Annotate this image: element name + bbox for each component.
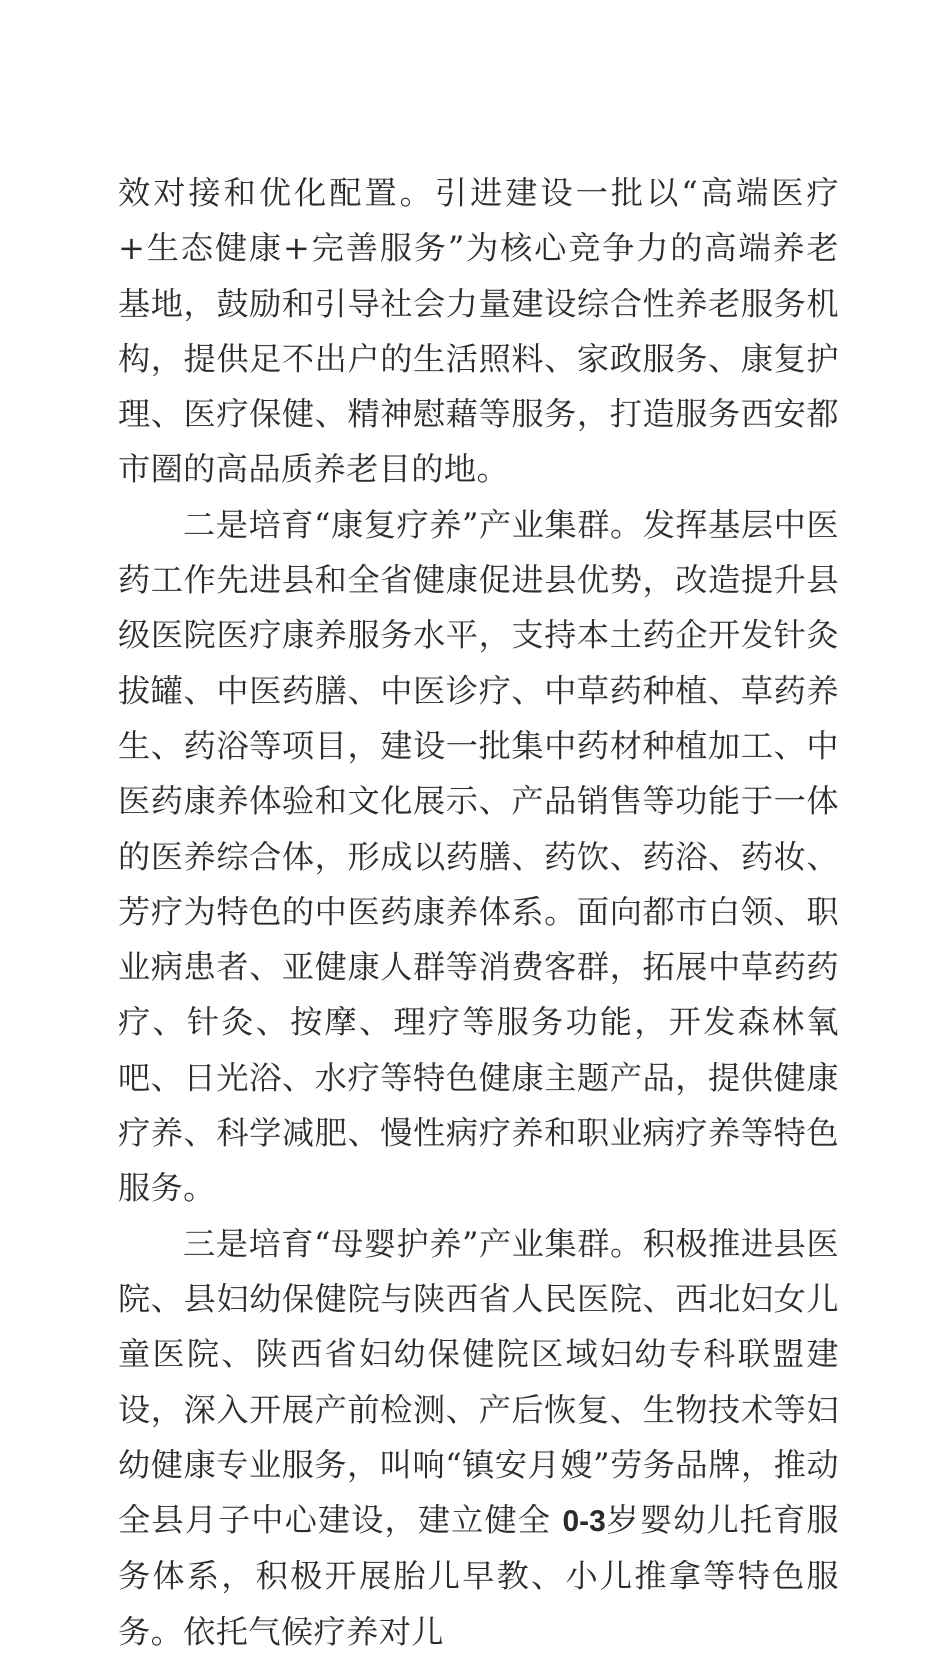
paragraph-maternal-infant-care [118, 1217, 839, 1660]
paragraph-3-text-before-number: 三是培育“母婴护养”产业集群。积极推进县医院、县妇幼保健院与陕西省人民医院、西北妇女儿童医院、陕西省妇幼保健院区域妇幼专科联盟建设，深入开展产前检测、产后恢复、生物技术等妇幼健康专业服务，叫响“镇安月嫂”劳务品牌，推动全县月子中心建设，建立健全 [118, 1224, 839, 1540]
paragraph-3-text-after-number: 岁婴幼儿托育服务体系，积极开展胎儿早教、小儿推拿等特色服务。依托气候疗养对儿 [118, 1501, 839, 1651]
document-body [118, 166, 839, 1660]
age-range-number: 0-3 [562, 1505, 606, 1539]
paragraph-rehabilitation-recuperation: 二是培育“康复疗养”产业集群。发挥基层中医药工作先进县和全省健康促进县优势，改造提升县级医院医疗康养服务水平，支持本土药企开发针灸拔罐、中医药膳、中医诊疗、中草药种植、草药养生、药浴等项目，建设一批集中药材种植加工、中医药康养体验和文化展示、产品销售等功能于一体的医养综合体，形成以药膳、药饮、药浴、药妆、芳疗为特色的中医药康养体系。面向都市白领、职业病患者、亚健康人群等消费客群，拓展中草药药疗、针灸、按摩、理疗等服务功能，开发森林氧吧、日光浴、水疗等特色健康主题产品，提供健康疗养、科学减肥、慢性病疗养和职业病疗养等特色服务。 [118, 505, 839, 1208]
paragraph-continuation: 效对接和优化配置。引进建设一批以“高端医疗+生态健康+完善服务”为核心竞争力的高端养老基地，鼓励和引导社会力量建设综合性养老服务机构，提供足不出户的生活照料、家政服务、康复护理、医疗保健、精神慰藉等服务，打造服务西安都市圈的高品质养老目的地。 [118, 174, 839, 489]
